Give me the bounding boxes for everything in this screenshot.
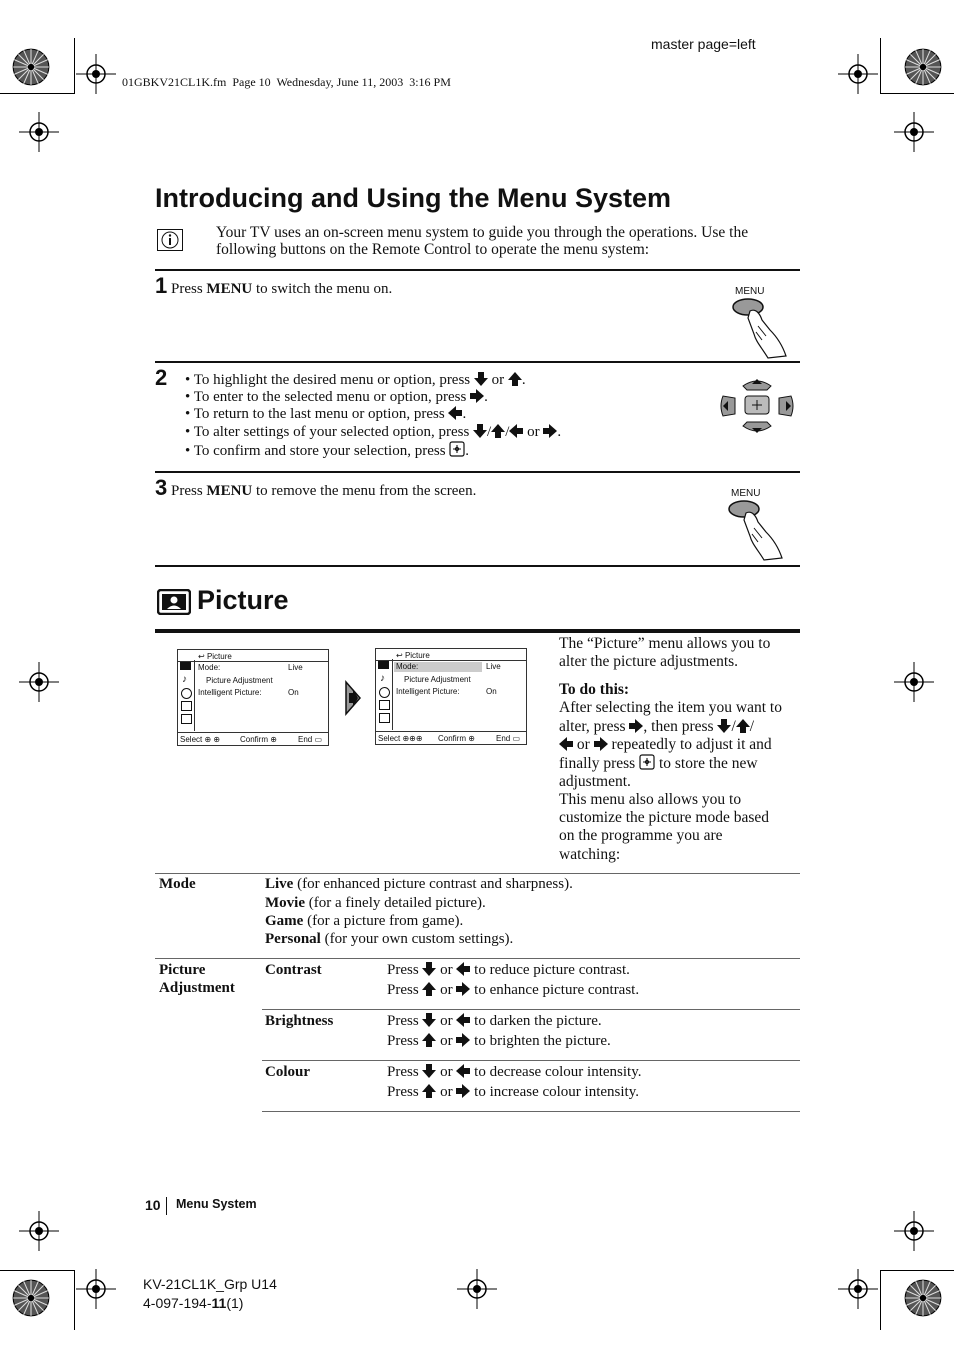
- right-arrow-icon: [629, 719, 643, 733]
- thick-divider: [155, 629, 800, 633]
- footer-code: 4-097-194-11(1): [143, 1295, 244, 1311]
- intro-text: Your TV uses an on-screen menu system to guide you through the operations. Use the following buttons on the Remote Control to operate the menu system:: [216, 224, 749, 258]
- up-arrow-icon: [491, 424, 505, 438]
- todo-line: on the programme you are: [559, 827, 723, 844]
- todo-line: watching:: [559, 846, 621, 863]
- right-arrow-icon: [543, 424, 557, 438]
- section-title-picture: Picture: [197, 585, 289, 615]
- table-rule: [262, 1111, 800, 1112]
- crosshair-registration-icon: [76, 54, 116, 94]
- osd-title-text: Picture: [206, 652, 232, 661]
- todo-line: adjustment.: [559, 773, 631, 790]
- crop-line: [880, 38, 881, 94]
- mode-row: Movie (for a finely detailed picture).: [265, 895, 486, 911]
- left-arrow-icon: [456, 962, 470, 976]
- step-text-post: to switch the menu on.: [252, 281, 393, 297]
- todo-line: finally press to store the new: [559, 755, 758, 772]
- adjustment-name: Contrast: [265, 962, 322, 978]
- left-arrow-icon: [456, 1013, 470, 1027]
- adjustment-instruction: Press or to enhance picture contrast.: [387, 982, 640, 998]
- down-arrow-icon: [473, 424, 487, 438]
- todo-heading: To do this:: [559, 681, 630, 698]
- crosshair-registration-icon: [19, 1211, 59, 1251]
- bullet-text: To highlight the desired menu or option, press: [193, 372, 471, 388]
- menu-button-hand-icon: [728, 296, 792, 360]
- or-text: or: [491, 372, 505, 388]
- file-info: 01GBKV21CL1K.fm Page 10 Wednesday, June 11, 2003 3:16 PM: [122, 75, 451, 89]
- picture-tv-icon: [157, 589, 191, 615]
- info-icon: [157, 229, 183, 251]
- crosshair-registration-icon: [457, 1269, 497, 1309]
- mode-row: Game (for a picture from game).: [265, 913, 464, 929]
- page-title: Introducing and Using the Menu System: [155, 183, 672, 213]
- osd-title-text: Picture: [404, 651, 430, 660]
- crop-line: [0, 1270, 74, 1271]
- down-arrow-icon: [474, 372, 488, 386]
- osd-title: ↩ Picture: [396, 651, 430, 660]
- right-arrow-icon: [470, 389, 484, 403]
- bullet-item: • To enter to the selected menu or option, press .: [185, 389, 488, 405]
- step-1: [155, 273, 392, 299]
- adjustment-name: Colour: [265, 1064, 310, 1080]
- ok-button-icon: [449, 441, 465, 457]
- or-text: or: [527, 424, 540, 440]
- crosshair-registration-icon: [894, 1211, 934, 1251]
- crop-line: [74, 1270, 75, 1330]
- table-rule: [262, 1009, 800, 1010]
- right-arrow-icon: [456, 1033, 470, 1047]
- page-number: 10: [145, 1197, 161, 1213]
- todo-line: This menu also allows you to: [559, 791, 742, 808]
- footer-model: KV-21CL1K_Grp U14: [143, 1276, 277, 1292]
- right-arrow-icon: [344, 680, 362, 716]
- up-arrow-icon: [422, 1084, 436, 1098]
- crosshair-registration-icon: [19, 112, 59, 152]
- adjustment-instruction: Press or to reduce picture contrast.: [387, 962, 630, 978]
- menu-button-hand-icon: [724, 498, 788, 562]
- crop-line: [74, 38, 75, 94]
- table-rule: [155, 958, 800, 959]
- osd-row-adjustment: Picture Adjustment: [206, 676, 273, 685]
- down-arrow-icon: [422, 1064, 436, 1078]
- up-arrow-icon: [422, 1033, 436, 1047]
- step-number: 3: [155, 475, 168, 500]
- adjustment-label: Picture: [159, 962, 206, 978]
- osd-row-adjustment: Picture Adjustment: [404, 675, 471, 684]
- mode-label: Mode: [159, 876, 196, 892]
- down-arrow-icon: [717, 719, 731, 733]
- osd-title: ↩ Picture: [198, 652, 232, 661]
- adjustment-instruction: Press or to increase colour intensity.: [387, 1084, 639, 1100]
- step-text-pre: Press: [171, 281, 207, 297]
- star-registration-icon: [902, 1277, 944, 1319]
- ok-button-icon: [639, 754, 655, 770]
- left-arrow-icon: [559, 737, 573, 751]
- down-arrow-icon: [422, 962, 436, 976]
- crosshair-registration-icon: [894, 112, 934, 152]
- divider: [155, 361, 800, 363]
- adjustment-name: Brightness: [265, 1013, 334, 1029]
- right-arrow-icon: [594, 737, 608, 751]
- osd-screen-before: [177, 649, 329, 746]
- osd-row-mode-highlighted: Mode: Live: [396, 662, 501, 671]
- crosshair-registration-icon: [894, 662, 934, 702]
- crop-line: [880, 93, 954, 94]
- star-registration-icon: [10, 1277, 52, 1319]
- divider: [155, 565, 800, 567]
- menu-key-label: MENU: [206, 483, 253, 499]
- left-arrow-icon: [509, 424, 523, 438]
- osd-footer: Select ⊕ ⊕ Confirm ⊕ End ▭: [180, 735, 323, 744]
- bullet-item: • To highlight the desired menu or option, press or .: [185, 372, 526, 388]
- crosshair-registration-icon: [19, 662, 59, 702]
- bullet-text: To confirm and store your selection, press: [193, 443, 446, 459]
- crosshair-registration-icon: [838, 54, 878, 94]
- left-arrow-icon: [456, 1064, 470, 1078]
- divider: [155, 269, 800, 271]
- adjustment-instruction: Press or to darken the picture.: [387, 1013, 602, 1029]
- todo-line: alter, press , then press / /: [559, 718, 755, 735]
- adjustment-instruction: Press or to decrease colour intensity.: [387, 1064, 642, 1080]
- crosshair-registration-icon: [838, 1269, 878, 1309]
- step-number: 1: [155, 273, 168, 298]
- osd-row-intelligent: Intelligent Picture: On: [396, 687, 497, 696]
- bullet-text: To enter to the selected menu or option, press: [193, 389, 467, 405]
- osd-row-mode: Mode: Live: [198, 663, 303, 672]
- menu-button-caption: MENU: [731, 488, 761, 499]
- footer-divider: [166, 1197, 167, 1215]
- mode-row: Personal (for your own custom settings).: [265, 931, 514, 947]
- step-text-pre: Press: [171, 483, 207, 499]
- down-arrow-icon: [422, 1013, 436, 1027]
- bullet-item: • To alter settings of your selected option, press / / or .: [185, 424, 562, 440]
- menu-key-label: MENU: [206, 281, 253, 297]
- crop-line: [880, 1270, 881, 1330]
- picture-description: The “Picture” menu allows you to alter the picture adjustments.: [559, 635, 771, 670]
- right-arrow-icon: [456, 1084, 470, 1098]
- up-arrow-icon: [508, 372, 522, 386]
- menu-button-caption: MENU: [735, 286, 765, 297]
- todo-line: customize the picture mode based: [559, 809, 770, 826]
- osd-row-intelligent: Intelligent Picture: On: [198, 688, 299, 697]
- crosshair-registration-icon: [76, 1269, 116, 1309]
- todo-line: After selecting the item you want to: [559, 699, 782, 716]
- footer-section: Menu System: [176, 1197, 257, 1211]
- bullet-text: To alter settings of your selected option, press: [193, 424, 470, 440]
- osd-screen-after: [375, 648, 527, 745]
- directional-pad-icon: [719, 376, 795, 436]
- bullet-item: • To confirm and store your selection, press .: [185, 443, 470, 459]
- step-number: 2: [155, 365, 168, 390]
- bullet-text: To return to the last menu or option, press: [193, 406, 445, 422]
- osd-icon-column: ♪: [376, 659, 393, 730]
- right-arrow-icon: [456, 982, 470, 996]
- star-registration-icon: [10, 46, 52, 88]
- mode-row: Live (for enhanced picture contrast and sharpness).: [265, 876, 573, 892]
- star-registration-icon: [902, 46, 944, 88]
- up-arrow-icon: [422, 982, 436, 996]
- step-text-post: to remove the menu from the screen.: [252, 483, 477, 499]
- osd-icon-column: ♪: [178, 660, 195, 731]
- osd-footer: Select ⊕⊕⊕ Confirm ⊕ End ▭: [378, 734, 521, 743]
- master-page-label: master page=left: [651, 36, 756, 52]
- crop-line: [880, 1270, 954, 1271]
- left-arrow-icon: [448, 406, 462, 420]
- step-3: [155, 475, 476, 501]
- adjustment-instruction: Press or to brighten the picture.: [387, 1033, 611, 1049]
- crop-line: [0, 93, 74, 94]
- table-rule: [262, 1060, 800, 1061]
- bullet-item: • To return to the last menu or option, press .: [185, 406, 467, 422]
- todo-line: or repeatedly to adjust it and: [559, 736, 772, 754]
- divider: [155, 471, 800, 473]
- table-rule: [155, 873, 800, 874]
- adjustment-label: Adjustment: [159, 980, 235, 996]
- up-arrow-icon: [736, 719, 750, 733]
